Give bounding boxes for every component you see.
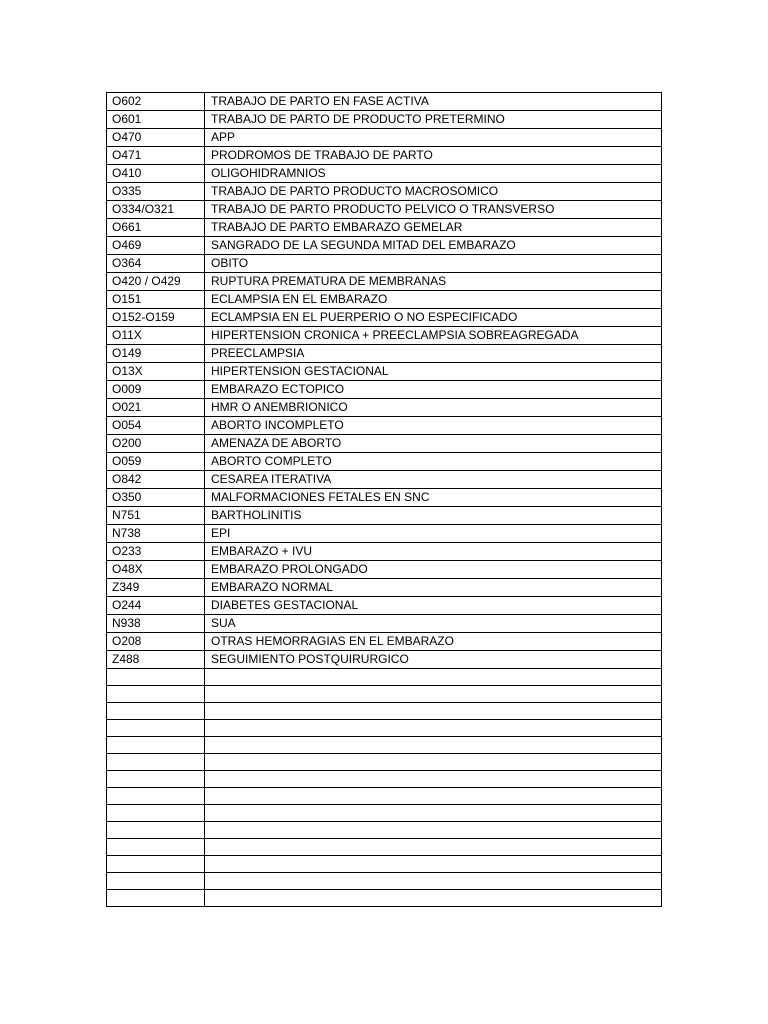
table-row xyxy=(107,435,662,453)
table-row xyxy=(107,345,662,363)
diagnosis-code-cell: O151 xyxy=(107,291,205,309)
diagnosis-description-cell: ECLAMPSIA EN EL EMBARAZO xyxy=(205,291,662,309)
diagnosis-code-cell xyxy=(107,720,205,737)
diagnosis-description-cell: EPI xyxy=(205,525,662,543)
table-row xyxy=(107,381,662,399)
table-row xyxy=(107,579,662,597)
table-row xyxy=(107,703,662,720)
diagnosis-description-cell xyxy=(205,703,662,720)
table-row xyxy=(107,237,662,255)
diagnosis-description-cell xyxy=(205,839,662,856)
diagnosis-code-cell xyxy=(107,822,205,839)
diagnosis-description-cell xyxy=(205,686,662,703)
table-row xyxy=(107,890,662,907)
diagnosis-description-cell: AMENAZA DE ABORTO xyxy=(205,435,662,453)
table-row xyxy=(107,111,662,129)
table-row xyxy=(107,489,662,507)
table-row xyxy=(107,771,662,788)
table-row xyxy=(107,805,662,822)
table-row xyxy=(107,788,662,805)
diagnosis-description-cell: HMR O ANEMBRIONICO xyxy=(205,399,662,417)
diagnosis-code-cell: Z488 xyxy=(107,651,205,669)
diagnosis-code-cell: O661 xyxy=(107,219,205,237)
diagnosis-description-cell xyxy=(205,720,662,737)
diagnosis-code-cell: O021 xyxy=(107,399,205,417)
diagnosis-description-cell: OBITO xyxy=(205,255,662,273)
diagnosis-description-cell: ABORTO COMPLETO xyxy=(205,453,662,471)
diagnosis-code-cell xyxy=(107,873,205,890)
diagnosis-code-cell xyxy=(107,754,205,771)
diagnosis-code-cell: O420 / O429 xyxy=(107,273,205,291)
diagnosis-description-cell: HIPERTENSION CRONICA + PREECLAMPSIA SOBREAGREGADA xyxy=(205,327,662,345)
diagnosis-description-cell xyxy=(205,788,662,805)
diagnosis-code-cell: O601 xyxy=(107,111,205,129)
table-row xyxy=(107,651,662,669)
diagnosis-code-cell: O13X xyxy=(107,363,205,381)
table-row xyxy=(107,471,662,489)
diagnosis-code-cell: O334/O321 xyxy=(107,201,205,219)
table-row xyxy=(107,507,662,525)
diagnosis-description-cell: EMBARAZO PROLONGADO xyxy=(205,561,662,579)
table-row xyxy=(107,309,662,327)
diagnosis-description-cell: DIABETES GESTACIONAL xyxy=(205,597,662,615)
diagnosis-description-cell: HIPERTENSION GESTACIONAL xyxy=(205,363,662,381)
diagnosis-description-cell xyxy=(205,737,662,754)
diagnosis-code-cell: O469 xyxy=(107,237,205,255)
diagnosis-code-table xyxy=(106,92,662,907)
diagnosis-code-cell: N751 xyxy=(107,507,205,525)
table-row xyxy=(107,822,662,839)
diagnosis-code-cell: O335 xyxy=(107,183,205,201)
table-row xyxy=(107,255,662,273)
diagnosis-code-cell xyxy=(107,856,205,873)
diagnosis-code-cell: O200 xyxy=(107,435,205,453)
table-row xyxy=(107,129,662,147)
table-row xyxy=(107,363,662,381)
diagnosis-description-cell: RUPTURA PREMATURA DE MEMBRANAS xyxy=(205,273,662,291)
table-row xyxy=(107,93,662,111)
diagnosis-description-cell: TRABAJO DE PARTO PRODUCTO MACROSOMICO xyxy=(205,183,662,201)
diagnosis-description-cell: EMBARAZO ECTOPICO xyxy=(205,381,662,399)
diagnosis-description-cell: EMBARAZO NORMAL xyxy=(205,579,662,597)
table-row xyxy=(107,291,662,309)
table-row xyxy=(107,754,662,771)
diagnosis-code-cell: Z349 xyxy=(107,579,205,597)
diagnosis-code-cell xyxy=(107,890,205,907)
table-row xyxy=(107,856,662,873)
diagnosis-code-cell: O471 xyxy=(107,147,205,165)
table-row xyxy=(107,543,662,561)
diagnosis-description-cell xyxy=(205,805,662,822)
diagnosis-description-cell: PRODROMOS DE TRABAJO DE PARTO xyxy=(205,147,662,165)
diagnosis-description-cell: OTRAS HEMORRAGIAS EN EL EMBARAZO xyxy=(205,633,662,651)
table-row xyxy=(107,183,662,201)
diagnosis-description-cell: BARTHOLINITIS xyxy=(205,507,662,525)
diagnosis-code-cell: O842 xyxy=(107,471,205,489)
diagnosis-description-cell: TRABAJO DE PARTO EN FASE ACTIVA xyxy=(205,93,662,111)
diagnosis-description-cell: SEGUIMIENTO POSTQUIRURGICO xyxy=(205,651,662,669)
diagnosis-code-cell: O48X xyxy=(107,561,205,579)
diagnosis-code-cell: O054 xyxy=(107,417,205,435)
diagnosis-code-cell xyxy=(107,669,205,686)
table-row xyxy=(107,417,662,435)
diagnosis-description-cell: TRABAJO DE PARTO EMBARAZO GEMELAR xyxy=(205,219,662,237)
diagnosis-description-cell: PREECLAMPSIA xyxy=(205,345,662,363)
diagnosis-code-cell: O11X xyxy=(107,327,205,345)
diagnosis-description-cell: SUA xyxy=(205,615,662,633)
table-row xyxy=(107,219,662,237)
diagnosis-description-cell xyxy=(205,856,662,873)
table-row xyxy=(107,615,662,633)
table-row xyxy=(107,686,662,703)
diagnosis-description-cell xyxy=(205,771,662,788)
diagnosis-description-cell xyxy=(205,822,662,839)
diagnosis-description-cell: EMBARAZO + IVU xyxy=(205,543,662,561)
diagnosis-code-cell: N938 xyxy=(107,615,205,633)
diagnosis-description-cell: ABORTO INCOMPLETO xyxy=(205,417,662,435)
diagnosis-code-cell: O410 xyxy=(107,165,205,183)
diagnosis-description-cell: TRABAJO DE PARTO DE PRODUCTO PRETERMINO xyxy=(205,111,662,129)
diagnosis-code-cell: O149 xyxy=(107,345,205,363)
diagnosis-code-cell xyxy=(107,771,205,788)
diagnosis-code-cell: O602 xyxy=(107,93,205,111)
diagnosis-description-cell: ECLAMPSIA EN EL PUERPERIO O NO ESPECIFICADO xyxy=(205,309,662,327)
diagnosis-code-cell xyxy=(107,788,205,805)
table-row xyxy=(107,873,662,890)
diagnosis-code-cell: O009 xyxy=(107,381,205,399)
table-row xyxy=(107,147,662,165)
diagnosis-description-cell xyxy=(205,890,662,907)
table-row xyxy=(107,669,662,686)
diagnosis-description-cell xyxy=(205,873,662,890)
diagnosis-description-cell: TRABAJO DE PARTO PRODUCTO PELVICO O TRANSVERSO xyxy=(205,201,662,219)
diagnosis-description-cell: MALFORMACIONES FETALES EN SNC xyxy=(205,489,662,507)
diagnosis-code-cell: O350 xyxy=(107,489,205,507)
diagnosis-code-cell: O364 xyxy=(107,255,205,273)
diagnosis-code-cell: O470 xyxy=(107,129,205,147)
table-row xyxy=(107,633,662,651)
table-row xyxy=(107,399,662,417)
table-row xyxy=(107,597,662,615)
diagnosis-code-cell: N738 xyxy=(107,525,205,543)
table-row xyxy=(107,201,662,219)
diagnosis-description-cell xyxy=(205,669,662,686)
diagnosis-code-cell: O059 xyxy=(107,453,205,471)
diagnosis-code-cell xyxy=(107,686,205,703)
diagnosis-description-cell: SANGRADO DE LA SEGUNDA MITAD DEL EMBARAZO xyxy=(205,237,662,255)
diagnosis-code-cell: O233 xyxy=(107,543,205,561)
table-row xyxy=(107,561,662,579)
diagnosis-code-cell: O244 xyxy=(107,597,205,615)
table-row xyxy=(107,525,662,543)
diagnosis-code-cell xyxy=(107,703,205,720)
diagnosis-code-cell: O208 xyxy=(107,633,205,651)
diagnosis-code-cell xyxy=(107,839,205,856)
diagnosis-description-cell xyxy=(205,754,662,771)
diagnosis-code-cell: O152-O159 xyxy=(107,309,205,327)
diagnosis-code-table-body xyxy=(107,93,662,907)
diagnosis-code-cell xyxy=(107,737,205,754)
table-row xyxy=(107,839,662,856)
diagnosis-description-cell: CESAREA ITERATIVA xyxy=(205,471,662,489)
table-row xyxy=(107,720,662,737)
diagnosis-code-cell xyxy=(107,805,205,822)
diagnosis-description-cell: OLIGOHIDRAMNIOS xyxy=(205,165,662,183)
table-row xyxy=(107,327,662,345)
table-row xyxy=(107,737,662,754)
table-row xyxy=(107,165,662,183)
diagnosis-description-cell: APP xyxy=(205,129,662,147)
table-row xyxy=(107,273,662,291)
table-row xyxy=(107,453,662,471)
